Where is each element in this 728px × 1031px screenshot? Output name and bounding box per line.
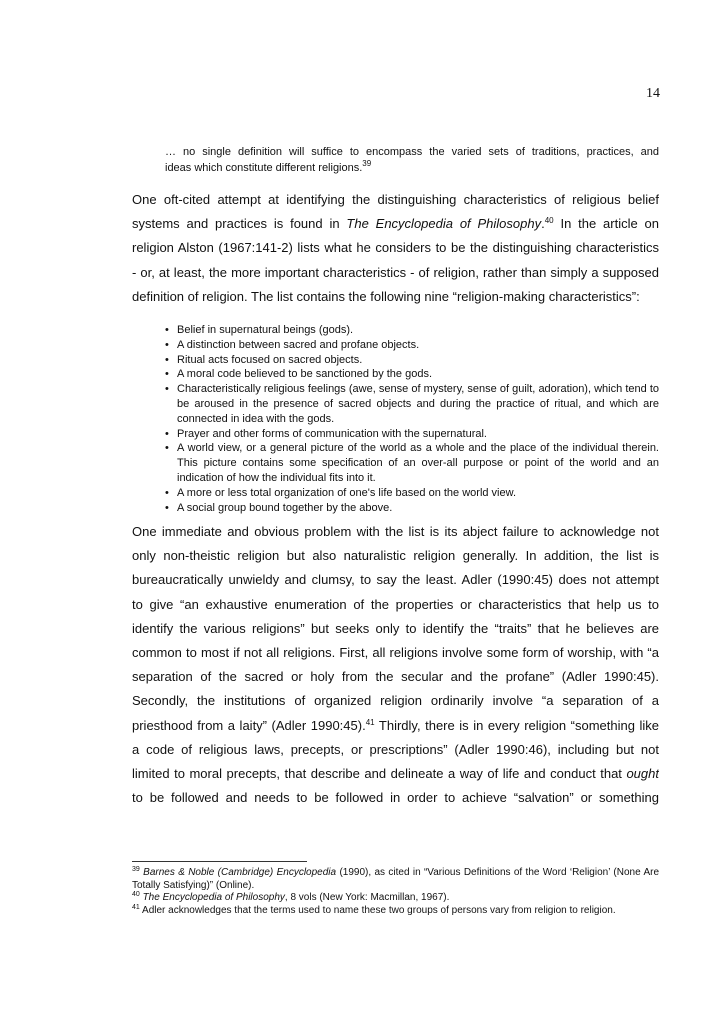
p2-line-9: [132, 714, 659, 738]
p1-line-2: [132, 212, 659, 236]
list-item: [165, 353, 659, 368]
p2-line-12: to be followed and needs to be followed in order to achieve “salvation” or something: [132, 790, 659, 806]
footnote-title: Barnes & Noble (Cambridge) Encyclopedia: [143, 867, 337, 878]
footnote-separator: [132, 861, 307, 862]
list-item: [165, 367, 659, 382]
p2-line-5: identify the various religions” but seeks only to identify the “traits” that he believes are: [132, 620, 659, 636]
footnote-title: The Encyclopedia of Philosophy: [142, 892, 285, 903]
paragraph-2: [132, 520, 659, 810]
footnote-number: 39: [132, 866, 140, 873]
p1-dot: .: [541, 216, 545, 232]
footnote-41: [132, 905, 659, 918]
characteristics-list: [165, 323, 659, 515]
page-number: 14: [646, 86, 660, 101]
bullet-icon: •: [165, 353, 169, 366]
quote-line-2: [165, 160, 659, 176]
encyclopedia-title: The Encyclopedia of Philosophy: [346, 216, 542, 232]
p1-line-5: definition of religion. The list contains the following nine “religion-making characteristics”:: [132, 288, 640, 304]
bullet-icon: •: [165, 338, 169, 351]
p2-line-9-pre: priesthood from a laity” (Adler 1990:45).: [132, 717, 366, 733]
list-item: [165, 323, 659, 338]
bullet-icon: •: [165, 427, 169, 440]
bullet-icon: •: [165, 501, 169, 514]
list-item: [165, 382, 659, 426]
footnote-ref-41[interactable]: 41: [365, 717, 375, 727]
footnote-text: , 8 vols (New York: Macmillan, 1967).: [284, 892, 450, 903]
footnote-ref-39[interactable]: 39: [362, 159, 372, 168]
footnote-text: (1990), as cited in “Various Definitions of the Word ‘Religion’ (None Are Totally Satisfying)” (Online).: [132, 867, 660, 891]
footnote-39: [132, 867, 659, 892]
p1-line-3: religion Alston (1967:141-2) lists what he considers to be the distinguishing characteristics: [132, 240, 659, 256]
quote-text-end: ideas which constitute different religions.: [165, 162, 363, 174]
quote-line-1: … no single definition will suffice to encompass the varied sets of traditions, practices, and: [165, 146, 659, 158]
list-item-text: A moral code believed to be sanctioned by the gods.: [177, 368, 433, 381]
list-item-text: Characteristically religious feelings (awe, sense of mystery, sense of guilt, adoration), which tend to be aroused in the presence of sacred objects and during the practice of ritual, and which are connected in idea with the gods.: [177, 383, 659, 425]
list-item: [165, 338, 659, 353]
list-item-text: Ritual acts focused on sacred objects.: [177, 353, 363, 366]
bullet-icon: •: [165, 442, 169, 455]
bullet-icon: •: [165, 368, 169, 381]
footnote-number: 40: [132, 891, 140, 898]
p2-line-3: bureaucratically unwieldy and clumsy, to say the least. Adler (1990:45) does not attempt: [132, 572, 659, 588]
paragraph-1: [132, 188, 659, 309]
list-item-text: Prayer and other forms of communication with the supernatural.: [177, 427, 487, 440]
list-item-text: Belief in supernatural beings (gods).: [177, 324, 354, 336]
p1-line-1: One oft-cited attempt at identifying the distinguishing characteristics of religious belief: [132, 192, 659, 207]
bullet-icon: •: [165, 383, 169, 396]
list-item: [165, 501, 659, 516]
list-item-text: A world view, or a general picture of the world as a whole and the place of the individual therein. This picture contains some specification of an over-all purpose or point of the world and an indication of how the individual fits into it.: [177, 442, 659, 484]
bullet-icon: •: [165, 486, 169, 499]
p2-line-8: Secondly, the institutions of organized religion ordinarily involve “a separation of a: [132, 693, 659, 709]
footnote-40: [132, 892, 659, 905]
emphasis-ought: ought: [626, 766, 659, 782]
p1-line-2-pre: systems and practices is found in: [132, 216, 347, 232]
p2-line-1: One immediate and obvious problem with the list is its abject failure to acknowledge not: [132, 524, 659, 539]
p2-line-10: a code of religious laws, precepts, or prescriptions” (Adler 1990:46), including but not: [132, 741, 659, 757]
p2-line-2: only non-theistic religion but also naturalistic religion generally. In addition, the list is: [132, 548, 659, 564]
p2-line-6: common to most if not all religions. First, all religions involve some form of worship, with “a: [132, 645, 659, 661]
list-item-text: A more or less total organization of one's life based on the world view.: [177, 486, 517, 499]
footnote-ref-40[interactable]: 40: [544, 216, 554, 226]
block-quote: [165, 144, 659, 176]
p1-line-4: - or, at least, the more important characteristics - of religion, rather than simply a supposed: [132, 264, 659, 280]
list-item: [165, 486, 659, 501]
p2-line-11: [132, 762, 659, 786]
p2-line-7: separation of the sacred or holy from the secular and the profane” (Adler 1990:45).: [132, 669, 659, 685]
p2-line-11-pre: limited to moral precepts, that describe and delineate a way of life and conduct that: [132, 766, 627, 782]
list-item-text: A distinction between sacred and profane objects.: [177, 338, 420, 351]
p2-line-4: to give “an exhaustive enumeration of the properties or characteristics that help us to: [132, 596, 659, 612]
footnotes: [132, 867, 659, 917]
p2-line-9-post: Thirdly, there is in every religion “something like: [374, 717, 659, 733]
list-item-text: A social group bound together by the above.: [177, 501, 393, 514]
footnote-text: Adler acknowledges that the terms used to name these two groups of persons vary from religion to religion.: [142, 904, 616, 916]
p1-line-2-post: In the article on: [553, 216, 659, 232]
footnote-number: 41: [132, 903, 140, 911]
list-item: [165, 427, 659, 442]
bullet-icon: •: [165, 324, 169, 336]
list-item: [165, 441, 659, 485]
